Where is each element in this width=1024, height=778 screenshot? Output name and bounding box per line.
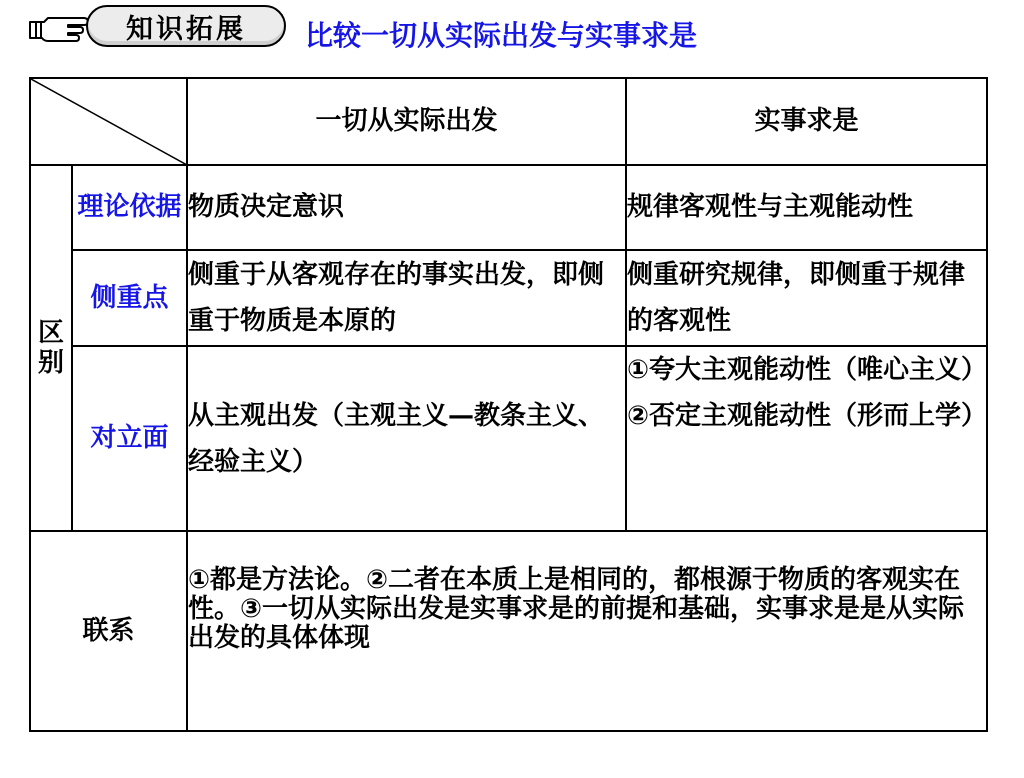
row3-col2-point1: ①夸大主观能动性（唯心主义） — [627, 355, 988, 385]
comparison-table — [29, 77, 988, 732]
row3-col2 — [627, 347, 986, 530]
row2-col2: 侧重研究规律，即侧重于规律的客观性 — [627, 260, 966, 336]
connection-text: ①都是方法论。②二者在本质上是相同的，都根源于物质的客观实在性。③一切从实际出发是实事求是的前提和基础，实事求是是从实际出发的具体体现 — [188, 565, 965, 653]
row1-col1: 物质决定意识 — [188, 192, 345, 222]
page-title: 比较一切从实际出发与实事求是 — [305, 19, 698, 52]
col-header-2: 实事求是 — [754, 106, 859, 136]
row3-col2-point2: ②否定主观能动性（形而上学） — [627, 401, 988, 431]
pointing-hand-icon — [28, 12, 90, 46]
knowledge-extension-badge: 知识拓展 — [86, 5, 286, 47]
group-label-difference: 区别 — [38, 318, 65, 378]
row-label-theory-basis: 理论依据 — [77, 192, 182, 222]
row-label-emphasis: 侧重点 — [90, 282, 169, 313]
row1-col2: 规律客观性与主观能动性 — [627, 192, 914, 222]
col-header-1: 一切从实际出发 — [315, 106, 498, 136]
row3-col1: 从主观出发（主观主义—教条主义、经验主义） — [188, 400, 605, 477]
row-label-connection: 联系 — [82, 615, 135, 646]
row2-col1: 侧重于从客观存在的事实出发，即侧重于物质是本原的 — [188, 260, 605, 336]
corner-diagonal — [31, 79, 187, 165]
row-label-opposite: 对立面 — [90, 423, 169, 453]
